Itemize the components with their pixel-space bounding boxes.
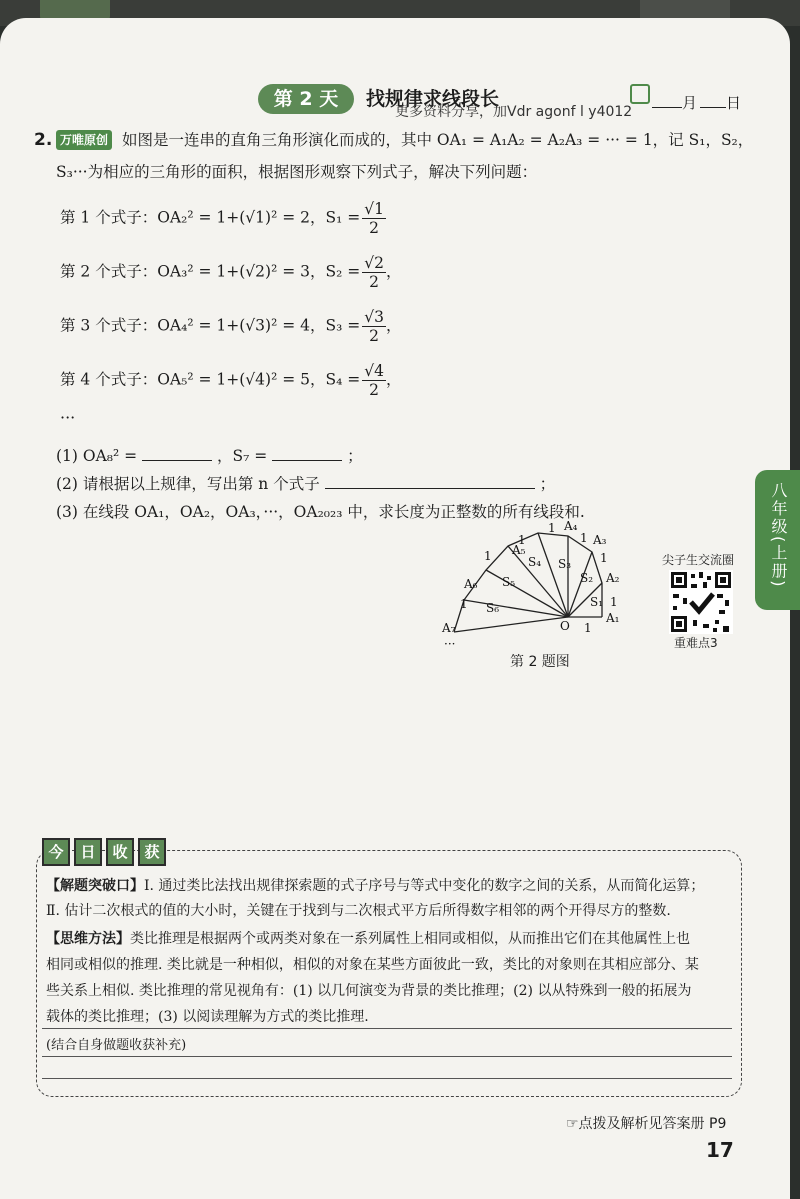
label-a1: A₁ [606, 611, 620, 625]
edge-label: 1 [548, 521, 556, 535]
question-stem-line2: S₃···为相应的三角形的面积，根据图形观察下列式子，解决下列问题： [56, 163, 538, 181]
answer-blank-oa8[interactable] [142, 446, 212, 461]
qr-bottom-label: 重难点3 [674, 636, 718, 650]
label-o: O [560, 619, 570, 633]
label-a5: A₅ [512, 543, 526, 557]
note-line[interactable] [42, 1078, 732, 1079]
formula-ellipsis: ··· [60, 408, 76, 427]
label-a4: A₄ [564, 520, 578, 533]
answer-blank-nth-formula[interactable] [325, 474, 535, 489]
edge-label: 1 [518, 533, 526, 547]
figure-ellipsis: ··· [444, 637, 456, 651]
label-a7: A₇ [442, 621, 456, 635]
note-line [42, 1028, 732, 1029]
calendar-icon [630, 84, 650, 104]
supplement-hint: (结合自身做题收获补充) [46, 1038, 187, 1053]
day-field[interactable]: 日 [700, 92, 741, 113]
label-a3: A₃ [593, 533, 607, 547]
label-a6: A₆ [464, 577, 478, 591]
figure-caption: 第 2 题图 [510, 654, 570, 670]
edge-label: 1 [460, 597, 468, 611]
label-s6: S₆ [486, 601, 500, 615]
answer-blank-s7[interactable] [272, 446, 342, 461]
lesson-title: 找规律求线段长 [366, 88, 500, 110]
label-s4: S₄ [528, 555, 542, 569]
formula-1: 第 1 个式子：OA₂² = 1+(√1)² = 2，S₁ = $\frac{√1}{2}$ [60, 200, 384, 237]
subquestion-1: (1) OA₈² = ，S₇ = ； [56, 447, 363, 465]
label-a2: A₂ [606, 571, 620, 585]
question-stem-line1: 如图是一连串的直角三角形演化而成的，其中 OA₁ = A₁A₂ = A₂A₃ = ··· = 1，记 S₁，S₂， [122, 131, 754, 149]
question-number: 2. [34, 130, 53, 150]
edge-label: 1 [484, 549, 492, 563]
qr-top-label: 尖子生交流圈 [662, 553, 735, 567]
binder-tab-right [640, 0, 730, 20]
subquestion-2: (2) 请根据以上规律，写出第 n 个式子 ； [56, 475, 556, 493]
subquestion-3: (3) 在线段 OA₁，OA₂，OA₃，···，OA₂₀₂₃ 中，求长度为正整数的所有线段和. [56, 503, 585, 521]
grade-side-tab: 八年级(上册) [755, 470, 800, 610]
formula-3: 第 3 个式子：OA₄² = 1+(√3)² = 4，S₃ = $\frac{√3}{2}$ ， [60, 308, 402, 345]
qr-code[interactable] [669, 570, 733, 634]
method-line3: 些关系上相似. 类比推理的常见视角有：(1) 以几何演变为背景的类比推理；(2) 以从特殊到一般的拓展为 [46, 983, 692, 999]
edge-label: 1 [600, 551, 608, 565]
note-line[interactable] [42, 1056, 732, 1057]
page-number: 17 [706, 1138, 734, 1162]
answer-reference: ☞点拨及解析见答案册 P9 [566, 1116, 727, 1132]
label-s5: S₅ [502, 575, 516, 589]
breakthrough-line2: Ⅱ. 估计二次根式的值的大小时，关键在于找到与二次根式平方后所得数字相邻的两个开得尽方的整数. [46, 903, 671, 919]
method-line1: 【思维方法】类比推理是根据两个或两类对象在一系列属性上相同或相似，从而推出它们在其他属性上也 [46, 931, 690, 947]
day-badge: 第 2 天 [258, 84, 354, 114]
method-line2: 相同或相似的推理. 类比就是一种相似，相似的对象在某些方面彼此一致，类比的对象则在其相应部分、某 [46, 957, 699, 973]
formula-2: 第 2 个式子：OA₃² = 1+(√2)² = 3，S₂ = $\frac{√2}{2}$ ， [60, 254, 402, 291]
breakthrough-line1: 【解题突破口】Ⅰ. 通过类比法找出规律探索题的式子序号与等式中变化的数字之间的关系，从而简化运算； [46, 878, 705, 894]
watermark-text: 更多资料分享，加Vdr agonf l y4012 [395, 104, 633, 120]
month-field[interactable]: 月 [652, 92, 697, 113]
brand-badge: 万唯原创 [56, 130, 112, 150]
method-line4: 载体的类比推理；(3) 以阅读理解为方式的类比推理. [46, 1009, 369, 1025]
label-s2: S₂ [580, 571, 594, 585]
edge-label: 1 [584, 621, 592, 635]
label-s3: S₃ [558, 557, 572, 571]
label-s1: S₁ [590, 595, 604, 609]
daily-gains-heading: 今 日 收 获 [42, 838, 166, 866]
spiral-figure [430, 520, 640, 660]
formula-4: 第 4 个式子：OA₅² = 1+(√4)² = 5，S₄ = $\frac{√4}{2}$ ， [60, 362, 402, 399]
edge-label: 1 [610, 595, 618, 609]
edge-label: 1 [580, 531, 588, 545]
